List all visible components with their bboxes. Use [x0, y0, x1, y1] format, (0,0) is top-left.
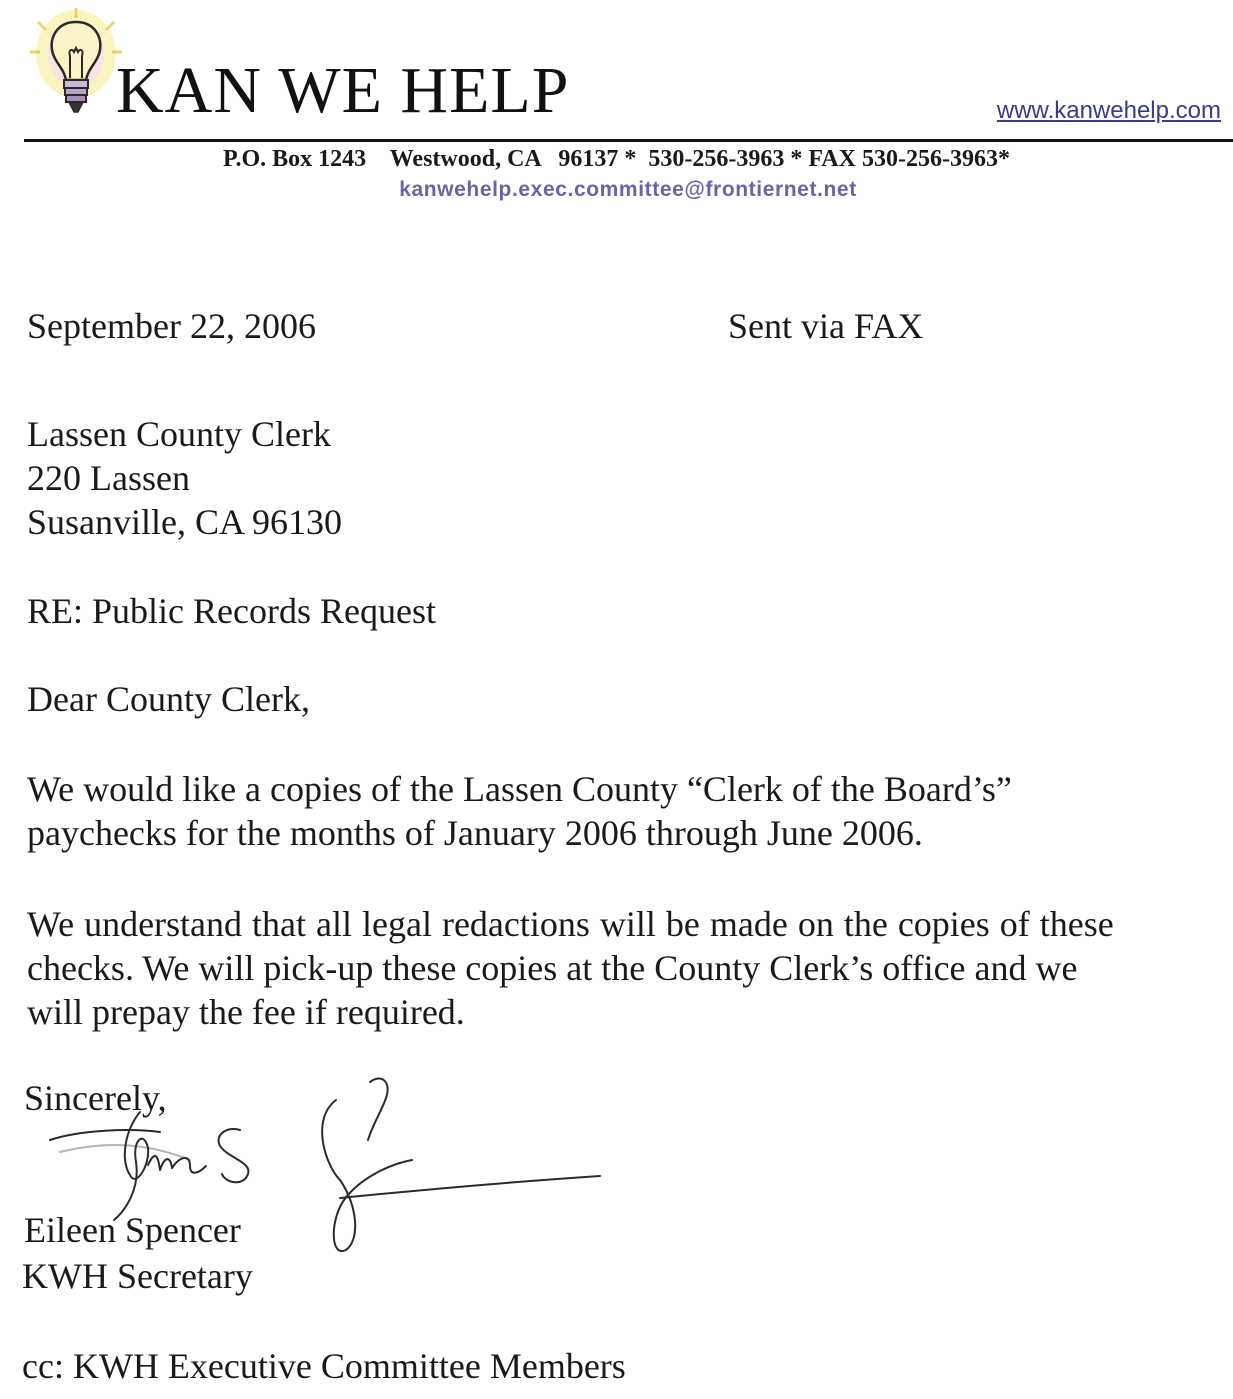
- delivery-method: Sent via FAX: [728, 306, 924, 346]
- recipient-line: Lassen County Clerk: [27, 414, 331, 454]
- paragraph-line: We understand that all legal redactions will be made on the copies of these: [27, 904, 1114, 944]
- website-link[interactable]: www.kanwehelp.com: [996, 97, 1221, 124]
- cc-line: cc: KWH Executive Committee Members: [22, 1346, 626, 1386]
- letter-date: September 22, 2006: [27, 306, 316, 346]
- paragraph-line: We would like a copies of the Lassen County “Clerk of the Board’s”: [27, 769, 1012, 809]
- letterhead-divider: [24, 139, 1233, 142]
- paragraph-line: will prepay the fee if required.: [27, 992, 465, 1032]
- po-box: P.O. Box 1243: [223, 146, 367, 172]
- address-line: [0, 146, 1233, 173]
- paragraph-line: paychecks for the months of January 2006 through June 2006.: [27, 813, 923, 853]
- lightbulb-icon: [24, 4, 124, 122]
- city-phone-fax: Westwood, CA 96137 * 530-256-3963 * FAX 530-256-3963*: [389, 146, 1010, 172]
- email-address[interactable]: kanwehelp.exec.committee@frontiernet.net: [399, 178, 857, 201]
- salutation: Dear County Clerk,: [27, 679, 310, 719]
- closing: Sincerely,: [24, 1078, 167, 1118]
- paragraph-line: checks. We will pick-up these copies at the County Clerk’s office and we: [27, 948, 1078, 988]
- organization-name: KAN WE HELP: [116, 54, 570, 127]
- subject-line: RE: Public Records Request: [27, 591, 436, 631]
- signer-title: KWH Secretary: [22, 1256, 253, 1296]
- recipient-line: Susanville, CA 96130: [27, 502, 343, 542]
- signer-name: Eileen Spencer: [24, 1210, 241, 1250]
- recipient-line: 220 Lassen: [27, 458, 190, 498]
